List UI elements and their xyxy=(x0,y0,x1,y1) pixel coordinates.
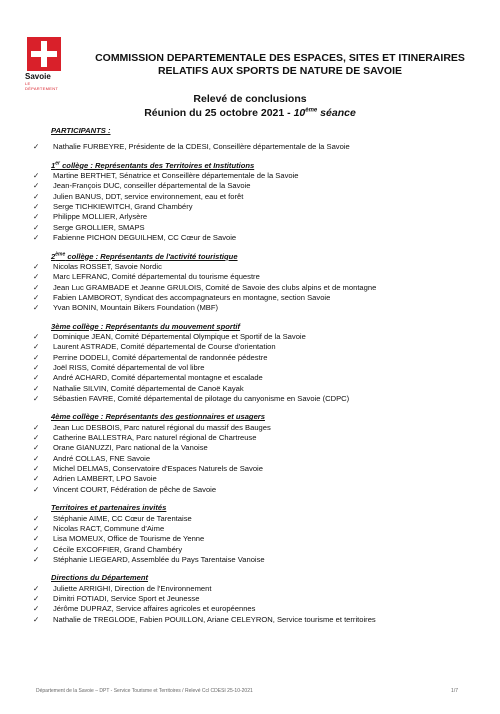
list-item xyxy=(33,423,483,433)
meeting-subtitle: Réunion du 25 octobre 2021 - 10ème séance xyxy=(144,107,356,119)
checkmark-icon: ✓ xyxy=(33,534,40,544)
footer-text: Département de la Savoie – DPT - Service Tourisme et Territoires / Relevé Ccl CDESI 25-10-2021 xyxy=(36,688,253,694)
list-item xyxy=(33,384,483,394)
header-line-1: COMMISSION DEPARTEMENTALE DES ESPACES, SITES ET ITINERAIRES xyxy=(95,52,465,64)
list-item xyxy=(33,474,483,484)
participant-name: Philippe MOLLIER, Arlysère xyxy=(53,212,148,222)
checkmark-icon: ✓ xyxy=(33,583,40,593)
list-item xyxy=(33,171,483,181)
participant-name: Dominique JEAN, Comité Départemental Olympique et Sportif de la Savoie xyxy=(53,331,306,341)
list-item xyxy=(33,545,483,555)
participant-name: Dimitri FOTIADI, Service Sport et Jeunesse xyxy=(53,593,200,603)
participant-name: André ACHARD, Comité départemental montagne et escalade xyxy=(53,373,263,383)
section-heading: 2ème collège : Représentants de l'activité touristique xyxy=(51,250,238,261)
participant-name: Jérôme DUPRAZ, Service affaires agricoles et européennes xyxy=(53,604,256,614)
participant-name: Orane GIANUZZI, Parc national de la Vanoise xyxy=(53,443,208,453)
list-item xyxy=(33,394,483,404)
participant-name: Juliette ARRIGHI, Direction de l'Environnement xyxy=(53,583,212,593)
checkmark-icon: ✓ xyxy=(33,523,40,533)
section-heading: Directions du Département xyxy=(51,573,149,583)
participant-name: Stéphanie AIME, CC Cœur de Tarentaise xyxy=(53,513,192,523)
savoie-logo xyxy=(25,37,65,91)
section-heading: 3ème collège : Représentants du mouvement sportif xyxy=(51,321,241,331)
list-item xyxy=(33,604,483,614)
checkmark-icon: ✓ xyxy=(33,222,40,232)
participant-name: Joël RISS, Comité départemental de vol libre xyxy=(53,362,205,372)
checkmark-icon: ✓ xyxy=(33,544,40,554)
checkmark-icon: ✓ xyxy=(33,261,40,271)
checkmark-icon: ✓ xyxy=(33,604,40,614)
participant-name: Sébastien FAVRE, Comité départemental de pilotage du canyonisme en Savoie (CDPC) xyxy=(53,394,350,403)
checkmark-icon: ✓ xyxy=(33,282,40,292)
participant-name: Fabienne PICHON DEGUILHEM, CC Cœur de Savoie xyxy=(53,233,237,243)
participant-name: Marc LEFRANC, Comité départemental du tourisme équestre xyxy=(53,272,260,282)
checkmark-icon: ✓ xyxy=(33,383,40,393)
participant-name: Stéphanie LIEGEARD, Assemblée du Pays Tarentaise Vanoise xyxy=(53,554,265,564)
page-number: 1/7 xyxy=(451,688,458,694)
list-item xyxy=(33,181,483,191)
participant-name: Adrien LAMBERT, LPO Savoie xyxy=(53,474,157,484)
list-item xyxy=(33,233,483,243)
participant-name: Vincent COURT, Fédération de pêche de Savoie xyxy=(53,484,217,494)
checkmark-icon: ✓ xyxy=(33,464,40,474)
section xyxy=(33,249,483,314)
list-item xyxy=(33,514,483,524)
commission-header xyxy=(70,52,490,78)
participant-name: Perrine DODELI, Comité départemental de randonnée pédestre xyxy=(53,352,268,362)
list-item xyxy=(33,192,483,202)
list-item xyxy=(33,363,483,373)
checkmark-icon: ✓ xyxy=(33,474,40,484)
checkmark-icon: ✓ xyxy=(33,362,40,372)
checkmark-icon: ✓ xyxy=(33,614,40,624)
participant-name: Serge GROLLIER, SMAPS xyxy=(53,222,145,232)
checkmark-icon: ✓ xyxy=(33,233,40,243)
list-item xyxy=(33,283,483,293)
checkmark-icon: ✓ xyxy=(33,443,40,453)
checkmark-icon: ✓ xyxy=(33,292,40,302)
list-item xyxy=(33,524,483,534)
checkmark-icon: ✓ xyxy=(33,593,40,603)
list-item xyxy=(33,293,483,303)
checkmark-icon: ✓ xyxy=(33,272,40,282)
checkmark-icon: ✓ xyxy=(33,191,40,201)
header-line-2: RELATIFS AUX SPORTS DE NATURE DE SAVOIE xyxy=(157,65,403,77)
list-item xyxy=(33,202,483,212)
list-item xyxy=(33,454,483,464)
section xyxy=(33,501,483,566)
participant-name: Nathalie FURBEYRE, Présidente de la CDESI, Conseillère départementale de la Savoie xyxy=(53,142,350,152)
section-heading: 1er collège : Représentants des Territoires et Institutions xyxy=(51,160,255,170)
participant-name: Fabien LAMBOROT, Syndicat des accompagnateurs en montagne, section Savoie xyxy=(53,292,331,302)
participant-name: Jean-François DUC, conseiller départemental de la Savoie xyxy=(53,181,251,191)
participant-name: Nathalie de TREGLODE, Fabien POUILLON, Ariane CELEYRON, Service tourisme et territoires xyxy=(53,614,376,624)
participant-name: Michel DELMAS, Conservatoire d'Espaces Naturels de Savoie xyxy=(53,464,263,474)
participant-name: Yvan BONIN, Mountain Bikers Foundation (MBF) xyxy=(53,303,219,313)
participants-list xyxy=(33,126,483,625)
list-item xyxy=(33,373,483,383)
participants-heading: PARTICIPANTS : xyxy=(51,126,111,135)
participant-name: Julien BANUS, DDT, service environnement, eau et forêt xyxy=(53,191,244,201)
list-item xyxy=(33,594,483,604)
participant-name: Nathalie SILVIN, Comité départemental de Canoë Kayak xyxy=(53,383,244,393)
participant-name: Lisa MOMEUX, Office de Tourisme de Yenne xyxy=(53,534,205,544)
checkmark-icon: ✓ xyxy=(33,433,40,443)
section xyxy=(33,158,483,243)
logo-name: Savoie xyxy=(25,72,51,81)
checkmark-icon: ✓ xyxy=(33,331,40,341)
savoie-cross-icon xyxy=(27,37,61,71)
list-item xyxy=(33,332,483,342)
checkmark-icon: ✓ xyxy=(33,181,40,191)
participant-name: Laurent ASTRADE, Comité départemental de Course d'orientation xyxy=(53,342,276,352)
checkmark-icon: ✓ xyxy=(33,352,40,362)
checkmark-icon: ✓ xyxy=(33,394,40,403)
checkmark-icon: ✓ xyxy=(33,202,40,212)
list-item xyxy=(33,555,483,565)
list-item xyxy=(33,223,483,233)
list-item xyxy=(33,433,483,443)
checkmark-icon: ✓ xyxy=(33,513,40,523)
checkmark-icon: ✓ xyxy=(33,212,40,222)
list-item xyxy=(33,464,483,474)
list-item xyxy=(33,262,483,272)
list-item xyxy=(33,272,483,282)
section xyxy=(33,319,483,404)
list-item xyxy=(33,212,483,222)
checkmark-icon: ✓ xyxy=(33,342,40,352)
list-item xyxy=(33,443,483,453)
section-heading: 4ème collège : Représentants des gestionnaires et usagers xyxy=(51,412,265,422)
checkmark-icon: ✓ xyxy=(33,303,40,313)
checkmark-icon: ✓ xyxy=(33,142,40,152)
list-item xyxy=(33,584,483,594)
participant-name: Jean Luc DESBOIS, Parc naturel régional du massif des Bauges xyxy=(53,422,271,432)
list-item xyxy=(33,353,483,363)
participant-name: Martine BERTHET, Sénatrice et Conseillère départementale de la Savoie xyxy=(53,171,299,181)
participant-name: Serge TICHKIEWITCH, Grand Chambéry xyxy=(53,202,193,212)
section xyxy=(33,571,483,625)
participant-name: Nicolas ROSSET, Savoie Nordic xyxy=(53,261,162,271)
list-item xyxy=(33,615,483,625)
participant-name: Nicolas RACT, Commune d'Aime xyxy=(53,523,165,533)
checkmark-icon: ✓ xyxy=(33,554,40,564)
checkmark-icon: ✓ xyxy=(33,171,40,181)
section xyxy=(33,410,483,495)
logo-subtitle: LE DÉPARTEMENT xyxy=(25,81,59,91)
list-item xyxy=(33,142,483,152)
participant-name: André COLLAS, FNE Savoie xyxy=(53,453,151,463)
list-item xyxy=(33,485,483,495)
checkmark-icon: ✓ xyxy=(33,422,40,432)
section-heading: Territoires et partenaires invités xyxy=(51,503,167,513)
checkmark-icon: ✓ xyxy=(33,453,40,463)
participant-name: Catherine BALLESTRA, Parc naturel régional de Chartreuse xyxy=(53,433,257,443)
list-item xyxy=(33,342,483,352)
document-title: Relevé de conclusions xyxy=(193,93,307,105)
participant-name: Jean Luc GRAMBADE et Jeanne GRULOIS, Comité de Savoie des clubs alpins et de montagne xyxy=(53,282,377,292)
checkmark-icon: ✓ xyxy=(33,373,40,383)
checkmark-icon: ✓ xyxy=(33,484,40,494)
participant-name: Cécile EXCOFFIER, Grand Chambéry xyxy=(53,544,183,554)
list-item xyxy=(33,303,483,313)
list-item xyxy=(33,534,483,544)
